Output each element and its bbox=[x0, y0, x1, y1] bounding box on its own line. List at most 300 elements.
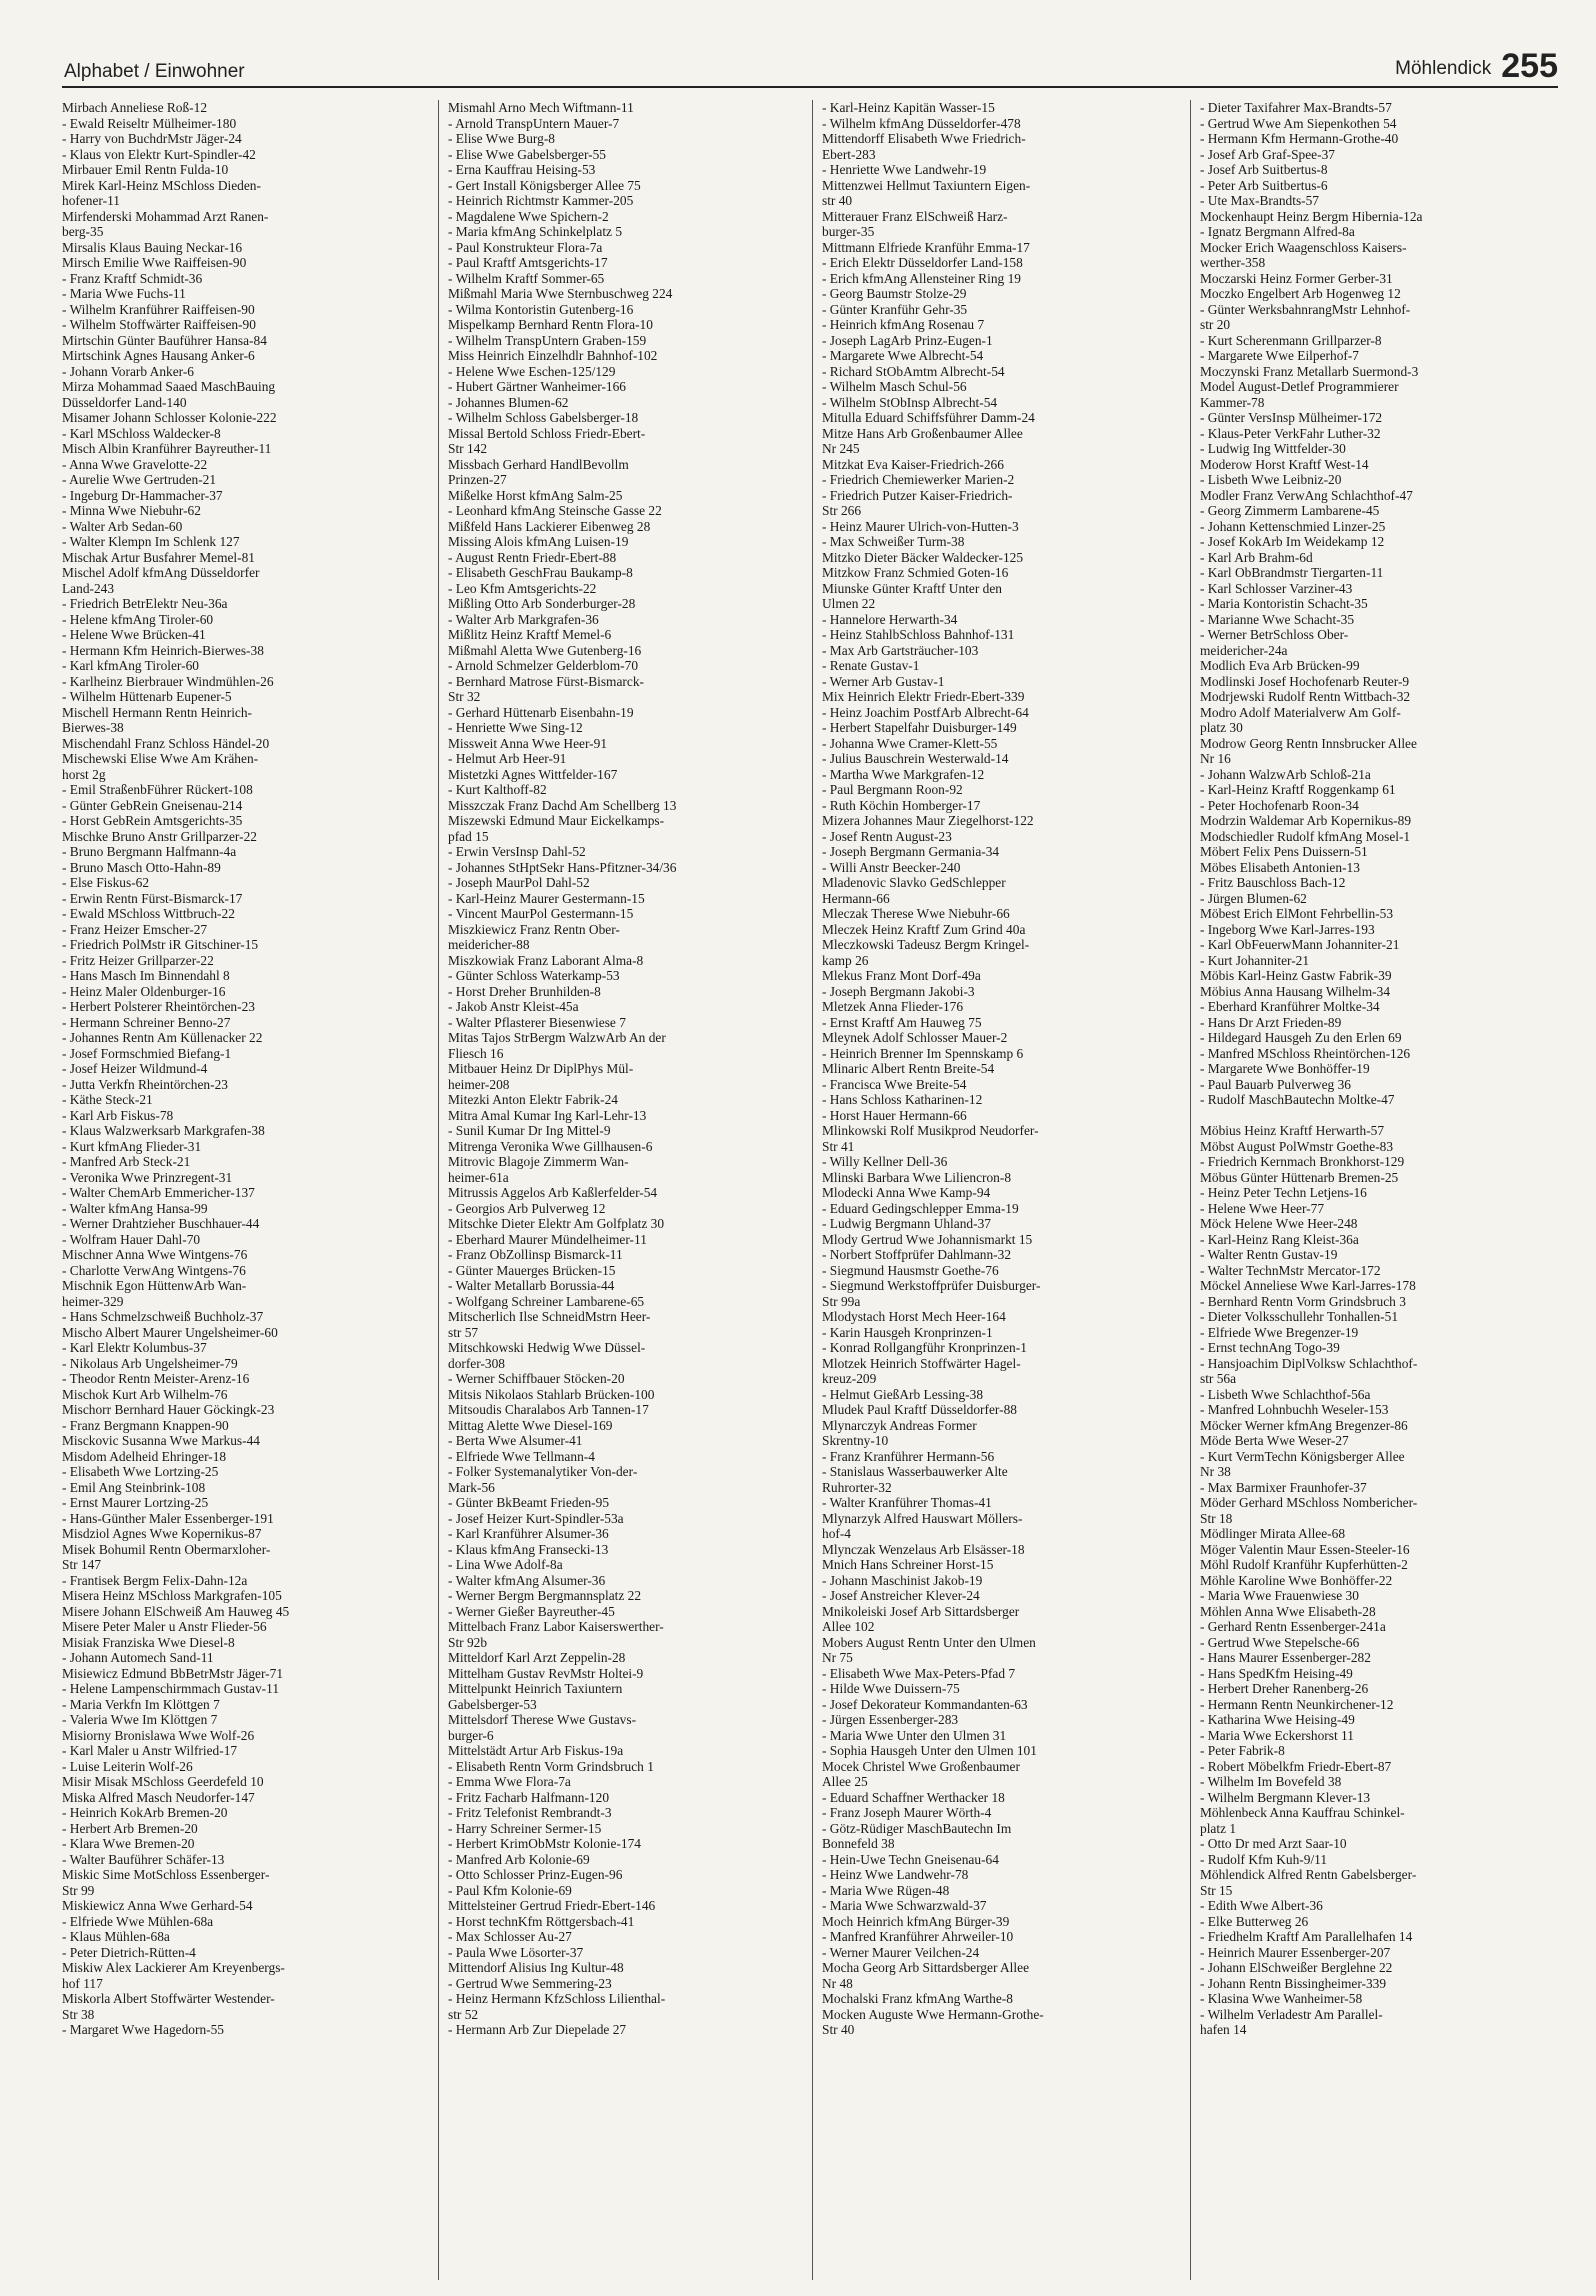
directory-entry: - Ludwig Bergmann Uhland-37 bbox=[822, 1216, 991, 1231]
directory-entry: Mocker Erich Waagenschloss Kaisers- bbox=[1200, 239, 1407, 255]
directory-entry: - Max Schlosser Au-27 bbox=[448, 1929, 572, 1944]
column-divider bbox=[438, 100, 439, 2280]
directory-entry: Möhle Karoline Wwe Bonhöffer-22 bbox=[1200, 1572, 1393, 1588]
directory-entry: Mittendorf Alisius Ing Kultur-48 bbox=[448, 1960, 624, 1975]
directory-entry: - Hermann Arb Zur Diepelade 27 bbox=[448, 2022, 627, 2037]
directory-entry: - Hermann Rentn Neunkirchener-12 bbox=[1200, 1696, 1394, 1712]
directory-entry: - Ernst Kraftf Am Hauweg 75 bbox=[822, 1014, 982, 1030]
directory-entry: - Elise Wwe Burg-8 bbox=[448, 131, 555, 146]
directory-entry: - Valeria Wwe Im Klöttgen 7 bbox=[62, 1712, 218, 1727]
directory-entry: Mlynarzyk Alfred Hauswart Möllers- bbox=[822, 1510, 1023, 1526]
directory-entry: - Walter Rentn Gustav-19 bbox=[1200, 1247, 1338, 1262]
directory-entry: - Heinz Joachim PostfArb Albrecht-64 bbox=[822, 704, 1029, 720]
directory-entry: - Henriette Wwe Landwehr-19 bbox=[822, 162, 987, 177]
directory-entry: Mitterauer Franz ElSchweiß Harz- bbox=[822, 208, 1008, 224]
directory-entry: - Paul Kfm Kolonie-69 bbox=[448, 1882, 572, 1898]
directory-entry: - Hans Schmelzschweiß Buchholz-37 bbox=[62, 1309, 264, 1324]
directory-entry: - Wilhelm Hüttenarb Eupener-5 bbox=[62, 689, 232, 704]
directory-entry: Möbius Anna Hausang Wilhelm-34 bbox=[1200, 983, 1391, 999]
directory-entry: - Helmut Arb Heer-91 bbox=[448, 751, 567, 766]
directory-entry: - Walter Arb Sedan-60 bbox=[62, 518, 183, 534]
directory-entry: - Peter Fabrik-8 bbox=[1200, 1743, 1285, 1758]
directory-entry: Mlodystach Horst Mech Heer-164 bbox=[822, 1309, 1006, 1324]
directory-entry: - Franz Kraftf Schmidt-36 bbox=[62, 270, 203, 286]
directory-entry: - Wolfgang Schreiner Lambarene-65 bbox=[448, 1293, 645, 1309]
directory-entry: Mittelbach Franz Labor Kaiserswerther- bbox=[448, 1619, 664, 1634]
directory-entry: Mischo Albert Maurer Ungelsheimer-60 bbox=[62, 1324, 278, 1340]
directory-entry: - Renate Gustav-1 bbox=[822, 658, 920, 673]
directory-entry: - Hilde Wwe Duissern-75 bbox=[822, 1681, 960, 1696]
directory-entry: - Joseph LagArb Prinz-Eugen-1 bbox=[822, 332, 993, 348]
directory-entry: - Peter Hochofenarb Roon-34 bbox=[1200, 797, 1359, 813]
directory-entry: - Franz ObZollinsp Bismarck-11 bbox=[448, 1247, 623, 1262]
directory-entry: Möbest Erich ElMont Fehrbellin-53 bbox=[1200, 906, 1394, 921]
directory-entry: - Kurt Johanniter-21 bbox=[1200, 952, 1310, 968]
directory-entry: - Josef Formschmied Biefang-1 bbox=[62, 1045, 232, 1061]
directory-entry: Moczko Engelbert Arb Hogenweg 12 bbox=[1200, 286, 1401, 301]
directory-entry: - Erna Kauffrau Heising-53 bbox=[448, 162, 596, 177]
directory-entry: - Erwin Rentn Fürst-Bismarck-17 bbox=[62, 890, 243, 906]
directory-entry: Allee 25 bbox=[822, 1774, 868, 1789]
directory-entry: - Horst technKfm Röttgersbach-41 bbox=[448, 1913, 635, 1929]
directory-entry: Mischak Artur Busfahrer Memel-81 bbox=[62, 549, 255, 565]
directory-entry: - Wilhelm Kraftf Sommer-65 bbox=[448, 270, 605, 286]
directory-entry: Mißmahl Aletta Wwe Gutenberg-16 bbox=[448, 642, 642, 658]
directory-entry: Modschiedler Rudolf kfmAng Mosel-1 bbox=[1200, 828, 1411, 844]
directory-entry: Mobers August Rentn Unter den Ulmen bbox=[822, 1634, 1036, 1650]
directory-entry: - Kurt kfmAng Flieder-31 bbox=[62, 1138, 202, 1154]
directory-entry: - Ernst technAng Togo-39 bbox=[1200, 1340, 1340, 1355]
directory-column-2 bbox=[448, 100, 818, 2280]
directory-entry: - Karl ObFeuerwMann Johanniter-21 bbox=[1200, 937, 1400, 952]
directory-entry: - Walter Klempn Im Schlenk 127 bbox=[62, 534, 240, 549]
directory-entry: - Stanislaus Wasserbauwerker Alte bbox=[822, 1464, 1008, 1479]
directory-entry: - Lisbeth Wwe Leibniz-20 bbox=[1200, 472, 1342, 487]
directory-entry: Mischel Adolf kfmAng Düsseldorfer bbox=[62, 565, 260, 580]
directory-entry: - Karl-Heinz Maurer Gestermann-15 bbox=[448, 890, 645, 906]
directory-entry: str 52 bbox=[448, 2006, 479, 2022]
directory-entry: - Karl Kranführer Alsumer-36 bbox=[448, 1526, 609, 1541]
directory-entry: Möde Berta Wwe Weser-27 bbox=[1200, 1433, 1349, 1448]
directory-entry: - Konrad Rollgangführ Kronprinzen-1 bbox=[822, 1340, 1027, 1355]
directory-entry: - Heinz Maler Oldenburger-16 bbox=[62, 983, 226, 999]
directory-entry: - Lina Wwe Adolf-8a bbox=[448, 1557, 563, 1572]
directory-entry: Mirsalis Klaus Bauing Neckar-16 bbox=[62, 239, 243, 255]
directory-entry: - Klasina Wwe Wanheimer-58 bbox=[1200, 1991, 1363, 2006]
directory-entry: - Karl-Heinz Rang Kleist-36a bbox=[1200, 1231, 1359, 1247]
directory-entry: Missing Alois kfmAng Luisen-19 bbox=[448, 534, 629, 549]
directory-entry: - Peter Dietrich-Rütten-4 bbox=[62, 1944, 196, 1960]
directory-entry: - Else Fiskus-62 bbox=[62, 875, 150, 890]
directory-entry: - Horst GebRein Amtsgerichts-35 bbox=[62, 813, 243, 828]
directory-entry: - Hans Dr Arzt Frieden-89 bbox=[1200, 1014, 1342, 1030]
directory-entry: Miskiw Alex Lackierer Am Kreyenbergs- bbox=[62, 1960, 285, 1975]
directory-entry: Misdom Adelheid Ehringer-18 bbox=[62, 1448, 227, 1464]
directory-entry: Möhlen Anna Wwe Elisabeth-28 bbox=[1200, 1603, 1376, 1619]
directory-entry: Düsseldorfer Land-140 bbox=[62, 394, 187, 410]
directory-entry: - Elise Wwe Gabelsberger-55 bbox=[448, 146, 607, 162]
directory-entry: - Franz Joseph Maurer Wörth-4 bbox=[822, 1805, 992, 1820]
directory-entry: - Ewald Reiseltr Mülheimer-180 bbox=[62, 115, 237, 131]
directory-entry: Mittmann Elfriede Kranführ Emma-17 bbox=[822, 239, 1030, 255]
directory-entry: - Johann WalzwArb Schloß-21a bbox=[1200, 766, 1371, 782]
directory-entry: - Berta Wwe Alsumer-41 bbox=[448, 1433, 583, 1448]
directory-entry: - Margaret Wwe Hagedorn-55 bbox=[62, 2022, 224, 2037]
directory-entry: Mark-56 bbox=[448, 1479, 495, 1495]
directory-entry: - Walter Kranführer Thomas-41 bbox=[822, 1495, 992, 1510]
directory-entry: - Josef Rentn August-23 bbox=[822, 828, 952, 844]
directory-entry: Ruhrorter-32 bbox=[822, 1479, 892, 1495]
directory-entry: platz 30 bbox=[1200, 720, 1243, 735]
directory-entry: - Heinz StahlbSchloss Bahnhof-131 bbox=[822, 627, 1015, 642]
directory-entry: Moczynski Franz Metallarb Suermond-3 bbox=[1200, 363, 1419, 379]
directory-entry: Nr 245 bbox=[822, 441, 860, 456]
directory-entry: Mißmahl Maria Wwe Sternbuschweg 224 bbox=[448, 286, 673, 301]
directory-entry: Modrzin Waldemar Arb Kopernikus-89 bbox=[1200, 813, 1412, 828]
directory-entry: - Maria Wwe Eckershorst 11 bbox=[1200, 1727, 1354, 1743]
directory-entry: - Wilhelm Kranführer Raiffeisen-90 bbox=[62, 301, 255, 317]
directory-entry: - Ignatz Bergmann Alfred-8a bbox=[1200, 224, 1355, 239]
directory-entry: - Johannes StHptSekr Hans-Pfitzner-34/36 bbox=[448, 859, 677, 875]
directory-entry: - Maria Wwe Schwarzwald-37 bbox=[822, 1898, 987, 1913]
directory-entry: - Hermann Kfm Heinrich-Bierwes-38 bbox=[62, 642, 264, 658]
directory-entry: - Ludwig Ing Wittfelder-30 bbox=[1200, 441, 1346, 456]
directory-entry: Misere Johann ElSchweiß Am Hauweg 45 bbox=[62, 1603, 290, 1619]
directory-entry: Mitsis Nikolaos Stahlarb Brücken-100 bbox=[448, 1386, 655, 1402]
directory-entry: - Heinrich Brenner Im Spennskamp 6 bbox=[822, 1045, 1024, 1061]
directory-entry: Modlich Eva Arb Brücken-99 bbox=[1200, 658, 1360, 673]
directory-entry: - Maria Verkfn Im Klöttgen 7 bbox=[62, 1696, 220, 1712]
directory-entry: - Günter VersInsp Mülheimer-172 bbox=[1200, 410, 1383, 425]
directory-entry: Möger Valentin Maur Essen-Steeler-16 bbox=[1200, 1541, 1410, 1557]
directory-entry: pfad 15 bbox=[448, 828, 489, 844]
directory-entry: Miszkowiak Franz Laborant Alma-8 bbox=[448, 952, 644, 968]
directory-entry: str 40 bbox=[822, 193, 853, 208]
directory-entry: Mlynczak Wenzelaus Arb Elsässer-18 bbox=[822, 1541, 1025, 1557]
directory-entry: Mittelstädt Artur Arb Fiskus-19a bbox=[448, 1743, 624, 1758]
directory-entry: - Karl Elektr Kolumbus-37 bbox=[62, 1340, 207, 1355]
directory-entry: - Hannelore Herwarth-34 bbox=[822, 611, 958, 627]
directory-entry: Hermann-66 bbox=[822, 890, 890, 906]
directory-entry: - Karl-Heinz Kraftf Roggenkamp 61 bbox=[1200, 782, 1396, 797]
directory-entry: Misera Heinz MSchloss Markgrafen-105 bbox=[62, 1588, 282, 1603]
directory-entry: - Elke Butterweg 26 bbox=[1200, 1913, 1309, 1929]
directory-entry: - Bruno Bergmann Halfmann-4a bbox=[62, 844, 237, 859]
directory-entry: str 56a bbox=[1200, 1371, 1237, 1386]
directory-entry: - Walter Metallarb Borussia-44 bbox=[448, 1278, 615, 1293]
directory-entry: Misch Albin Kranführer Bayreuther-11 bbox=[62, 441, 272, 456]
directory-entry: - Horst Hauer Hermann-66 bbox=[822, 1107, 967, 1123]
directory-entry: Mnich Hans Schreiner Horst-15 bbox=[822, 1557, 994, 1572]
directory-entry: - Fritz Facharb Halfmann-120 bbox=[448, 1789, 610, 1805]
directory-entry: Mitas Tajos StrBergm WalzwArb An der bbox=[448, 1030, 666, 1045]
directory-entry: - Manfred Arb Steck-21 bbox=[62, 1154, 191, 1169]
directory-entry: - Erich Elektr Düsseldorfer Land-158 bbox=[822, 255, 1023, 270]
directory-entry: Mlodecki Anna Wwe Kamp-94 bbox=[822, 1185, 991, 1200]
directory-entry: hof 117 bbox=[62, 1975, 103, 1991]
directory-entry: - Jutta Verkfn Rheintörchen-23 bbox=[62, 1076, 228, 1092]
directory-entry: - Robert Möbelkfm Friedr-Ebert-87 bbox=[1200, 1758, 1392, 1774]
directory-entry: meidericher-88 bbox=[448, 937, 530, 952]
directory-column-3 bbox=[822, 100, 1192, 2280]
directory-entry: - Frantisek Bergm Felix-Dahn-12a bbox=[62, 1572, 248, 1588]
directory-entry: - Paul Bauarb Pulverweg 36 bbox=[1200, 1076, 1351, 1092]
directory-entry: - Elisabeth Rentn Vorm Grindsbruch 1 bbox=[448, 1758, 654, 1774]
directory-entry: Str 99 bbox=[62, 1882, 95, 1898]
directory-entry: Möckel Anneliese Wwe Karl-Jarres-178 bbox=[1200, 1278, 1416, 1293]
directory-entry: Möbst August PolWmstr Goethe-83 bbox=[1200, 1138, 1394, 1154]
directory-entry: - Helene kfmAng Tiroler-60 bbox=[62, 611, 214, 627]
directory-entry: - Franz Bergmann Knappen-90 bbox=[62, 1417, 229, 1433]
directory-entry: Mleczek Heinz Kraftf Zum Grind 40a bbox=[822, 921, 1026, 937]
directory-entry: - Josef Arb Graf-Spee-37 bbox=[1200, 146, 1335, 162]
directory-entry: - Franz Kranführer Hermann-56 bbox=[822, 1448, 995, 1464]
directory-entry: - Manfred Lohnbuchh Weseler-153 bbox=[1200, 1402, 1389, 1417]
directory-entry: Möcker Werner kfmAng Bregenzer-86 bbox=[1200, 1417, 1408, 1433]
directory-entry: Nr 75 bbox=[822, 1650, 853, 1665]
directory-entry: - Karl Maler u Anstr Wilfried-17 bbox=[62, 1743, 238, 1758]
directory-entry: - Joseph Bergmann Germania-34 bbox=[822, 844, 1000, 859]
directory-entry: - Norbert Stoffprüfer Dahlmann-32 bbox=[822, 1247, 1012, 1262]
directory-entry: - Max Arb Gartsträucher-103 bbox=[822, 642, 979, 658]
directory-entry: - Hildegard Hausgeh Zu den Erlen 69 bbox=[1200, 1030, 1402, 1045]
directory-entry: - Sunil Kumar Dr Ing Mittel-9 bbox=[448, 1123, 611, 1138]
directory-entry: Ulmen 22 bbox=[822, 596, 876, 611]
directory-entry: - Anna Wwe Gravelotte-22 bbox=[62, 456, 208, 472]
directory-entry: - Maria Wwe Rügen-48 bbox=[822, 1882, 950, 1898]
directory-entry: Fliesch 16 bbox=[448, 1045, 504, 1061]
directory-entry: Mischendahl Franz Schloss Händel-20 bbox=[62, 735, 270, 751]
directory-entry: - Maria kfmAng Schinkelplatz 5 bbox=[448, 224, 623, 239]
directory-entry: - Dieter Volksschullehr Tonhallen-51 bbox=[1200, 1309, 1399, 1324]
directory-entry: Nr 38 bbox=[1200, 1464, 1231, 1479]
directory-entry: - Walter kfmAng Hansa-99 bbox=[62, 1200, 208, 1216]
directory-entry: Modlinski Josef Hochofenarb Reuter-9 bbox=[1200, 673, 1410, 689]
directory-entry: - Leo Kfm Amtsgerichts-22 bbox=[448, 580, 597, 596]
directory-entry: - Margarete Wwe Bonhöffer-19 bbox=[1200, 1061, 1370, 1076]
directory-entry: Nr 16 bbox=[1200, 751, 1231, 766]
directory-entry: Nr 48 bbox=[822, 1975, 853, 1991]
directory-entry: - Nikolaus Arb Ungelsheimer-79 bbox=[62, 1355, 238, 1371]
directory-entry: - Helene Wwe Heer-77 bbox=[1200, 1200, 1325, 1216]
directory-entry: - Georg Zimmerm Lambarene-45 bbox=[1200, 503, 1380, 518]
directory-entry: - Wilhelm Schloss Gabelsberger-18 bbox=[448, 410, 639, 425]
directory-entry: - Klaus-Peter VerkFahr Luther-32 bbox=[1200, 425, 1381, 441]
directory-entry: - Hein-Uwe Techn Gneisenau-64 bbox=[822, 1851, 999, 1867]
directory-entry: Mleynek Adolf Schlosser Mauer-2 bbox=[822, 1030, 1008, 1045]
directory-entry: - Eduard Gedingschlepper Emma-19 bbox=[822, 1200, 1019, 1216]
directory-entry: Model August-Detlef Programmierer bbox=[1200, 379, 1399, 394]
directory-entry: - Wilhelm Im Bovefeld 38 bbox=[1200, 1774, 1342, 1789]
directory-entry: - Harry von BuchdrMstr Jäger-24 bbox=[62, 131, 242, 146]
directory-entry: - Vincent MaurPol Gestermann-15 bbox=[448, 906, 634, 921]
directory-entry: Mlekus Franz Mont Dorf-49a bbox=[822, 968, 981, 983]
directory-entry: Mischorr Bernhard Hauer Göckingk-23 bbox=[62, 1402, 275, 1417]
directory-entry: Mlinaric Albert Rentn Breite-54 bbox=[822, 1061, 995, 1076]
directory-entry: - Rudolf MaschBautechn Moltke-47 bbox=[1200, 1092, 1395, 1107]
directory-entry: - Johannes Rentn Am Küllenacker 22 bbox=[62, 1030, 263, 1045]
directory-entry: - Heinz Hermann KfzSchloss Lilienthal- bbox=[448, 1991, 666, 2006]
directory-entry: - Klaus kfmAng Fransecki-13 bbox=[448, 1541, 609, 1557]
directory-entry: - Jakob Anstr Kleist-45a bbox=[448, 999, 579, 1014]
directory-entry: - Werner BetrSchloss Ober- bbox=[1200, 627, 1349, 642]
directory-entry: Miskic Sime MotSchloss Essenberger- bbox=[62, 1867, 270, 1882]
directory-entry: - Johann ElSchweißer Berglehne 22 bbox=[1200, 1960, 1393, 1975]
directory-entry: Str 40 bbox=[822, 2022, 855, 2037]
directory-entry: - Maria Wwe Frauenwiese 30 bbox=[1200, 1588, 1359, 1603]
running-head bbox=[1395, 47, 1558, 86]
directory-entry: - Helmut GießArb Lessing-38 bbox=[822, 1386, 984, 1402]
directory-entry: Str 38 bbox=[62, 2006, 95, 2022]
directory-entry: Mißling Otto Arb Sonderburger-28 bbox=[448, 596, 636, 611]
directory-entry: Moderow Horst Kraftf West-14 bbox=[1200, 456, 1369, 472]
directory-entry: - Ingeburg Dr-Hammacher-37 bbox=[62, 487, 223, 503]
directory-entry: - Lisbeth Wwe Schlachthof-56a bbox=[1200, 1386, 1371, 1402]
directory-entry: - Dieter Taxifahrer Max-Brandts-57 bbox=[1200, 100, 1392, 115]
directory-entry: Land-243 bbox=[62, 580, 115, 596]
directory-entry: Mirbach Anneliese Roß-12 bbox=[62, 100, 208, 115]
directory-entry: - Klaus Mühlen-68a bbox=[62, 1929, 170, 1944]
directory-entry: - Maria Wwe Fuchs-11 bbox=[62, 286, 186, 301]
directory-entry: - Josef Dekorateur Kommandanten-63 bbox=[822, 1696, 1028, 1712]
directory-entry bbox=[1200, 1108, 1570, 1124]
directory-entry: - Henriette Wwe Sing-12 bbox=[448, 720, 583, 735]
directory-entry: Str 266 bbox=[822, 503, 862, 518]
directory-entry: - Gertrud Wwe Stepelsche-66 bbox=[1200, 1634, 1360, 1650]
directory-entry: Möbius Heinz Kraftf Herwarth-57 bbox=[1200, 1123, 1385, 1138]
directory-entry: werther-358 bbox=[1200, 255, 1266, 270]
directory-entry: - Hans Schloss Katharinen-12 bbox=[822, 1092, 983, 1107]
directory-entry: - Arnold Schmelzer Gelderblom-70 bbox=[448, 658, 639, 673]
directory-entry: Str 32 bbox=[448, 689, 481, 704]
directory-entry: - Walter Bauführer Schäfer-13 bbox=[62, 1851, 225, 1867]
directory-entry: - Richard StObAmtm Albrecht-54 bbox=[822, 363, 1005, 379]
directory-entry: - Wilma Kontoristin Gutenberg-16 bbox=[448, 301, 634, 317]
directory-entry: Mlotzek Heinrich Stoffwärter Hagel- bbox=[822, 1355, 1021, 1371]
directory-entry: - Margarete Wwe Eilperhof-7 bbox=[1200, 348, 1360, 363]
directory-entry: - Elisabeth Wwe Lortzing-25 bbox=[62, 1464, 219, 1479]
directory-entry: - Veronika Wwe Prinzregent-31 bbox=[62, 1169, 233, 1185]
directory-entry: - Friedrich Chemiewerker Marien-2 bbox=[822, 472, 1015, 487]
directory-entry: - Günter GebRein Gneisenau-214 bbox=[62, 797, 243, 813]
directory-entry: - Herbert KrimObMstr Kolonie-174 bbox=[448, 1836, 642, 1851]
directory-entry: - Klara Wwe Bremen-20 bbox=[62, 1836, 195, 1851]
directory-entry: - Marianne Wwe Schacht-35 bbox=[1200, 611, 1355, 627]
directory-entry: Misdziol Agnes Wwe Kopernikus-87 bbox=[62, 1526, 262, 1541]
directory-entry: Kammer-78 bbox=[1200, 394, 1265, 410]
directory-entry: - Wilhelm Masch Schul-56 bbox=[822, 379, 967, 394]
directory-entry: - Heinz Peter Techn Letjens-16 bbox=[1200, 1185, 1367, 1200]
directory-entry: Mittelsteiner Gertrud Friedr-Ebert-146 bbox=[448, 1898, 656, 1913]
directory-entry: - Emil Ang Steinbrink-108 bbox=[62, 1479, 206, 1495]
directory-entry: Mischell Hermann Rentn Heinrich- bbox=[62, 704, 253, 720]
directory-entry: heimer-61a bbox=[448, 1169, 509, 1185]
directory-entry: - Katharina Wwe Heising-49 bbox=[1200, 1712, 1355, 1727]
directory-entry: Mlynarczyk Andreas Former bbox=[822, 1417, 977, 1433]
directory-entry: - Sophia Hausgeh Unter den Ulmen 101 bbox=[822, 1743, 1037, 1758]
directory-entry: Miunske Günter Kraftf Unter den bbox=[822, 580, 1002, 596]
directory-entry: - Ruth Köchin Homberger-17 bbox=[822, 797, 981, 813]
directory-entry: str 57 bbox=[448, 1324, 479, 1340]
directory-entry: Allee 102 bbox=[822, 1619, 875, 1634]
directory-entry: Mitrovic Blagoje Zimmerm Wan- bbox=[448, 1154, 629, 1169]
directory-entry: Mißelke Horst kfmAng Salm-25 bbox=[448, 487, 623, 503]
directory-entry: - Erich kfmAng Allensteiner Ring 19 bbox=[822, 270, 1021, 286]
directory-entry: hafen 14 bbox=[1200, 2022, 1247, 2037]
directory-entry: - Max Barmixer Fraunhofer-37 bbox=[1200, 1479, 1367, 1495]
directory-entry: Mitschke Dieter Elektr Am Golfplatz 30 bbox=[448, 1216, 665, 1231]
directory-entry: - Johannes Blumen-62 bbox=[448, 394, 569, 410]
directory-entry: - Kurt Kalthoff-82 bbox=[448, 782, 547, 797]
directory-entry: - Elfriede Wwe Bregenzer-19 bbox=[1200, 1324, 1359, 1340]
directory-entry: Möbes Elisabeth Antonien-13 bbox=[1200, 859, 1360, 875]
directory-entry: Mittendorff Elisabeth Wwe Friedrich- bbox=[822, 131, 1026, 146]
directory-entry: Mismahl Arno Mech Wiftmann-11 bbox=[448, 100, 634, 115]
directory-entry: Mitezki Anton Elektr Fabrik-24 bbox=[448, 1092, 618, 1107]
directory-entry: - Georgios Arb Pulverweg 12 bbox=[448, 1200, 606, 1216]
directory-entry: Bierwes-38 bbox=[62, 720, 124, 735]
directory-entry: Mitscherlich Ilse SchneidMstrn Heer- bbox=[448, 1309, 651, 1324]
directory-entry: Miska Alfred Masch Neudorfer-147 bbox=[62, 1789, 255, 1805]
directory-entry: Modro Adolf Materialverw Am Golf- bbox=[1200, 704, 1401, 720]
directory-entry: Mleczak Therese Wwe Niebuhr-66 bbox=[822, 906, 1010, 921]
directory-entry: Str 99a bbox=[822, 1293, 861, 1309]
directory-entry: - Werner Arb Gustav-1 bbox=[822, 673, 945, 689]
directory-entry: - Karl Arb Fiskus-78 bbox=[62, 1107, 174, 1123]
directory-entry: Möhlenbeck Anna Kauffrau Schinkel- bbox=[1200, 1805, 1405, 1820]
directory-entry: - Helene Wwe Brücken-41 bbox=[62, 627, 206, 642]
directory-entry: Misamer Johann Schlosser Kolonie-222 bbox=[62, 410, 277, 425]
directory-entry: - Luise Leiterin Wolf-26 bbox=[62, 1758, 193, 1774]
directory-entry: Modler Franz VerwAng Schlachthof-47 bbox=[1200, 487, 1413, 503]
directory-entry: Mix Heinrich Elektr Friedr-Ebert-339 bbox=[822, 689, 1025, 704]
directory-entry: Moch Heinrich kfmAng Bürger-39 bbox=[822, 1913, 1010, 1929]
directory-entry: Misckovic Susanna Wwe Markus-44 bbox=[62, 1433, 260, 1448]
directory-entry: dorfer-308 bbox=[448, 1355, 505, 1371]
directory-entry: - Friedhelm Kraftf Am Parallelhafen 14 bbox=[1200, 1929, 1413, 1944]
directory-entry: - Johann Maschinist Jakob-19 bbox=[822, 1572, 983, 1588]
directory-entry: - Joseph Bergmann Jakobi-3 bbox=[822, 983, 975, 999]
directory-entry: Str 15 bbox=[1200, 1882, 1233, 1898]
directory-entry: - Johanna Wwe Cramer-Klett-55 bbox=[822, 735, 998, 751]
directory-entry: - Günter BkBeamt Frieden-95 bbox=[448, 1495, 610, 1510]
directory-entry: Str 147 bbox=[62, 1557, 102, 1572]
section-title: Alphabet / Einwohner bbox=[64, 61, 245, 82]
directory-entry: Miskorla Albert Stoffwärter Westender- bbox=[62, 1991, 275, 2006]
directory-entry: Mletzek Anna Flieder-176 bbox=[822, 999, 964, 1014]
page-number: 255 bbox=[1501, 47, 1558, 85]
directory-entry: Mitulla Eduard Schiffsführer Damm-24 bbox=[822, 410, 1035, 425]
directory-entry: - Ute Max-Brandts-57 bbox=[1200, 193, 1319, 208]
directory-entry: - Friedrich Putzer Kaiser-Friedrich- bbox=[822, 487, 1013, 503]
directory-entry: burger-6 bbox=[448, 1727, 494, 1743]
directory-entry: Mittelham Gustav RevMstr Holtei-9 bbox=[448, 1665, 644, 1681]
directory-entry: - Minna Wwe Niebuhr-62 bbox=[62, 503, 201, 518]
directory-entry: Mladenovic Slavko GedSchlepper bbox=[822, 875, 1006, 890]
directory-entry: Mitsoudis Charalabos Arb Tannen-17 bbox=[448, 1402, 649, 1417]
directory-entry: - Martha Wwe Markgrafen-12 bbox=[822, 766, 985, 782]
directory-entry: Missal Bertold Schloss Friedr-Ebert- bbox=[448, 425, 646, 441]
directory-entry: - Peter Arb Suitbertus-6 bbox=[1200, 177, 1328, 193]
directory-entry: - Friedrich Kernmach Bronkhorst-129 bbox=[1200, 1154, 1405, 1169]
directory-entry: - Günter Mauerges Brücken-15 bbox=[448, 1262, 616, 1278]
directory-entry: - Friedrich PolMstr iR Gitschiner-15 bbox=[62, 937, 259, 952]
directory-entry: - Paul Kraftf Amtsgerichts-17 bbox=[448, 255, 608, 270]
directory-entry: Miszewski Edmund Maur Eickelkamps- bbox=[448, 813, 665, 828]
directory-entry: Mischner Anna Wwe Wintgens-76 bbox=[62, 1247, 248, 1262]
directory-entry: - Elisabeth Wwe Max-Peters-Pfad 7 bbox=[822, 1665, 1016, 1681]
directory-column-1 bbox=[62, 100, 432, 2280]
